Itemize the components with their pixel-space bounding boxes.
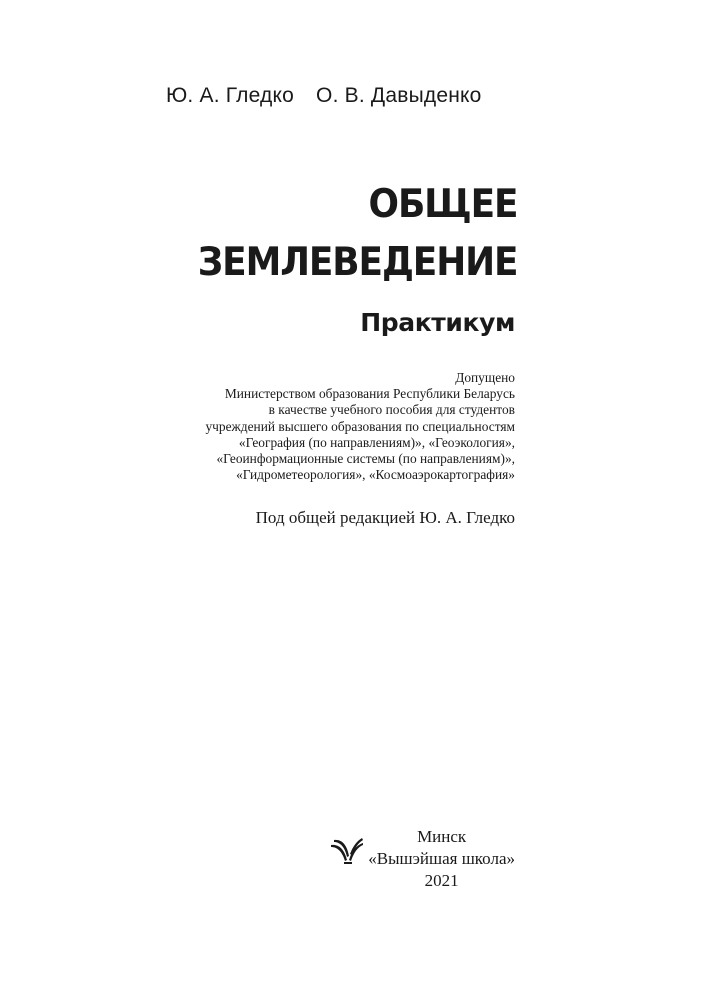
approval-line: Допущено <box>455 370 515 385</box>
approval-line: Министерством образования Республики Беларусь <box>224 386 515 402</box>
approval-line: «География (по направлениям)», «Геоэкология», <box>238 434 515 450</box>
publisher-name: «Вышэйшая школа» <box>368 849 515 868</box>
author-name: Ю. А. Гледко <box>166 84 294 107</box>
publisher-logo-icon <box>330 836 364 866</box>
approval-line: «Гидрометеорология», «Космоаэрокартография» <box>236 467 515 483</box>
title-line: ОБЩЕЕ <box>368 182 517 227</box>
book-subtitle: Практикум <box>360 308 515 337</box>
publisher-city: Минск <box>417 827 467 846</box>
editor-credit: Под общей редакцией Ю. А. Гледко <box>255 508 515 527</box>
approval-line: в качестве учебного пособия для студентов <box>268 402 515 418</box>
publisher-block <box>368 826 515 892</box>
publication-year: 2021 <box>424 871 459 890</box>
approval-statement <box>205 370 515 483</box>
approval-line: учреждений высшего образования по специальностям <box>205 418 515 434</box>
book-title <box>197 176 517 292</box>
authors-line <box>166 84 566 108</box>
approval-line: «Геоинформационные системы (по направлениям)», <box>216 451 515 467</box>
author-name: О. В. Давыденко <box>316 84 482 107</box>
title-line: ЗЕМЛЕВЕДЕНИЕ <box>197 240 517 285</box>
